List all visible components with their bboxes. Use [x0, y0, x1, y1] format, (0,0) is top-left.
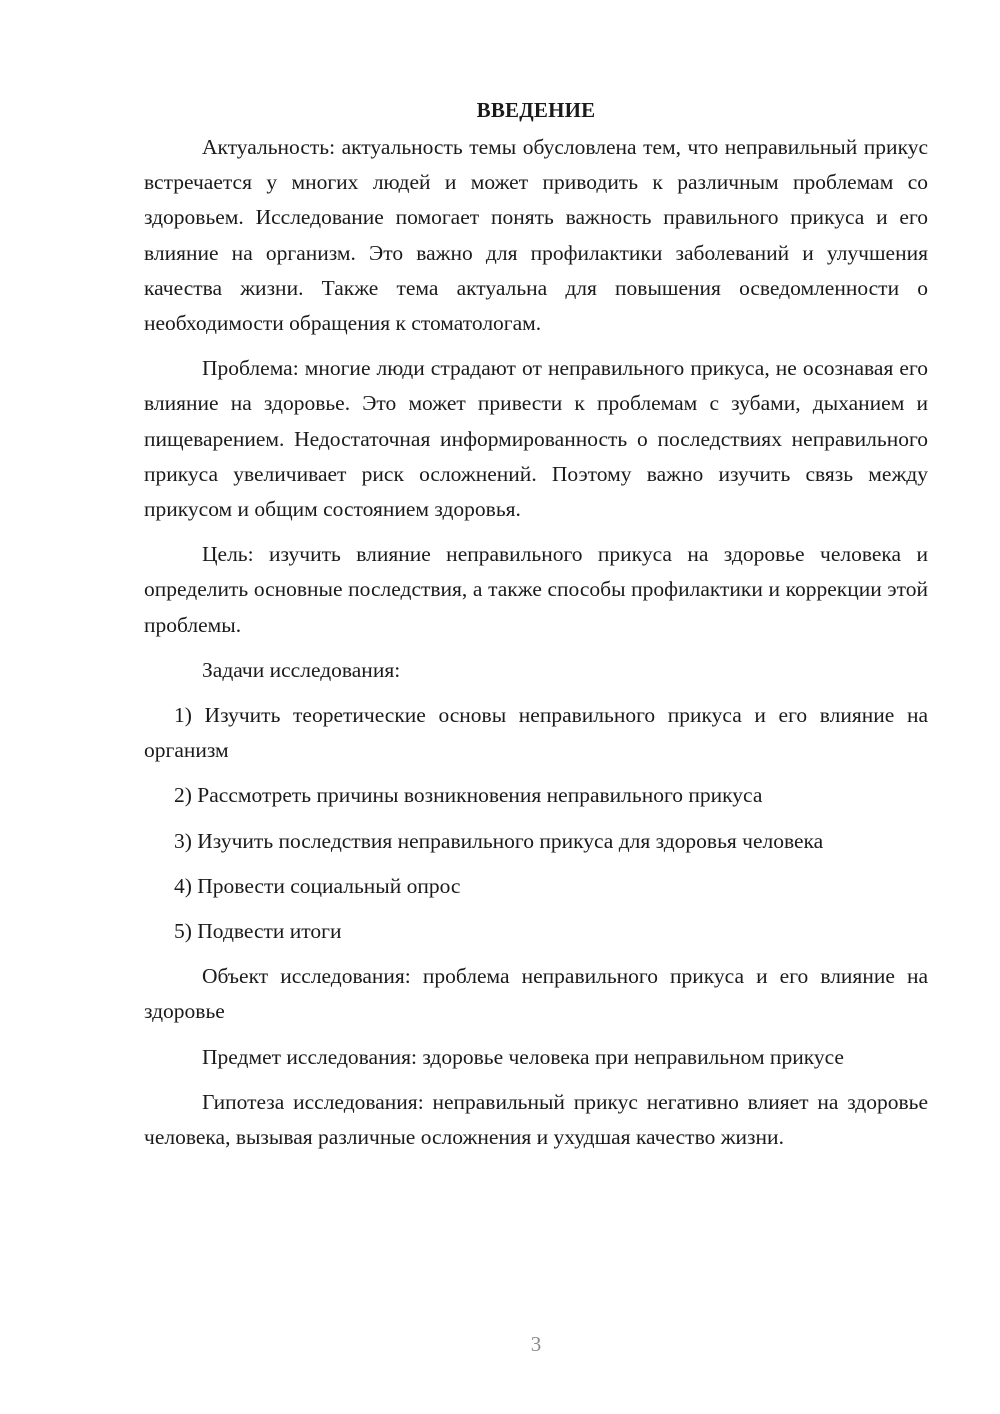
section-title: ВВЕДЕНИЕ [476, 98, 596, 122]
task-item-4: 4) Провести социальный опрос [174, 873, 461, 898]
goal-paragraph: Цель: изучить влияние неправильного прикуса на здоровье человека и определить основные последствия, а также способы профилактики и коррекции этой проблемы. [144, 542, 928, 637]
hypothesis-paragraph: Гипотеза исследования: неправильный прикус негативно влияет на здоровье человека, вызывая различные осложнения и ухудшая качество жизни. [144, 1089, 928, 1150]
page-number: 3 [530, 1332, 542, 1356]
task-item-5: 5) Подвести итоги [174, 919, 342, 944]
task-item-3: 3) Изучить последствия неправильного прикуса для здоровья человека [174, 828, 824, 853]
task-item-1: 1) Изучить теоретические основы неправильного прикуса и его влияние на организм [144, 703, 928, 763]
object-paragraph: Объект исследования: проблема неправильного прикуса и его влияние на здоровье [144, 964, 928, 1024]
subject-paragraph: Предмет исследования: здоровье человека при неправильном прикусе [202, 1044, 844, 1069]
document-page [144, 92, 928, 1155]
relevance-paragraph: Актуальность: актуальность темы обусловлена тем, что неправильный прикус встречается у многих людей и может приводить к различным проблемам со здоровьем. Исследование помогает понять важность правильного прикуса и его влияние на организм. Это важно для профилактики заболеваний и улучшения качества жизни. Также тема актуальна для повышения осведомленности о необходимости обращения к стоматологам. [144, 135, 928, 336]
task-item-2: 2) Рассмотреть причины возникновения неправильного прикуса [174, 783, 763, 808]
problem-paragraph: Проблема: многие люди страдают от неправильного прикуса, не осознавая его влияние на здоровье. Это может привести к проблемам с зубами, дыханием и пищеварением. Недостаточная информированность о последствиях неправильного прикуса увеличивает риск осложнений. Поэтому важно изучить связь между прикусом и общим состоянием здоровья. [144, 356, 928, 522]
tasks-heading: Задачи исследования: [202, 657, 401, 682]
